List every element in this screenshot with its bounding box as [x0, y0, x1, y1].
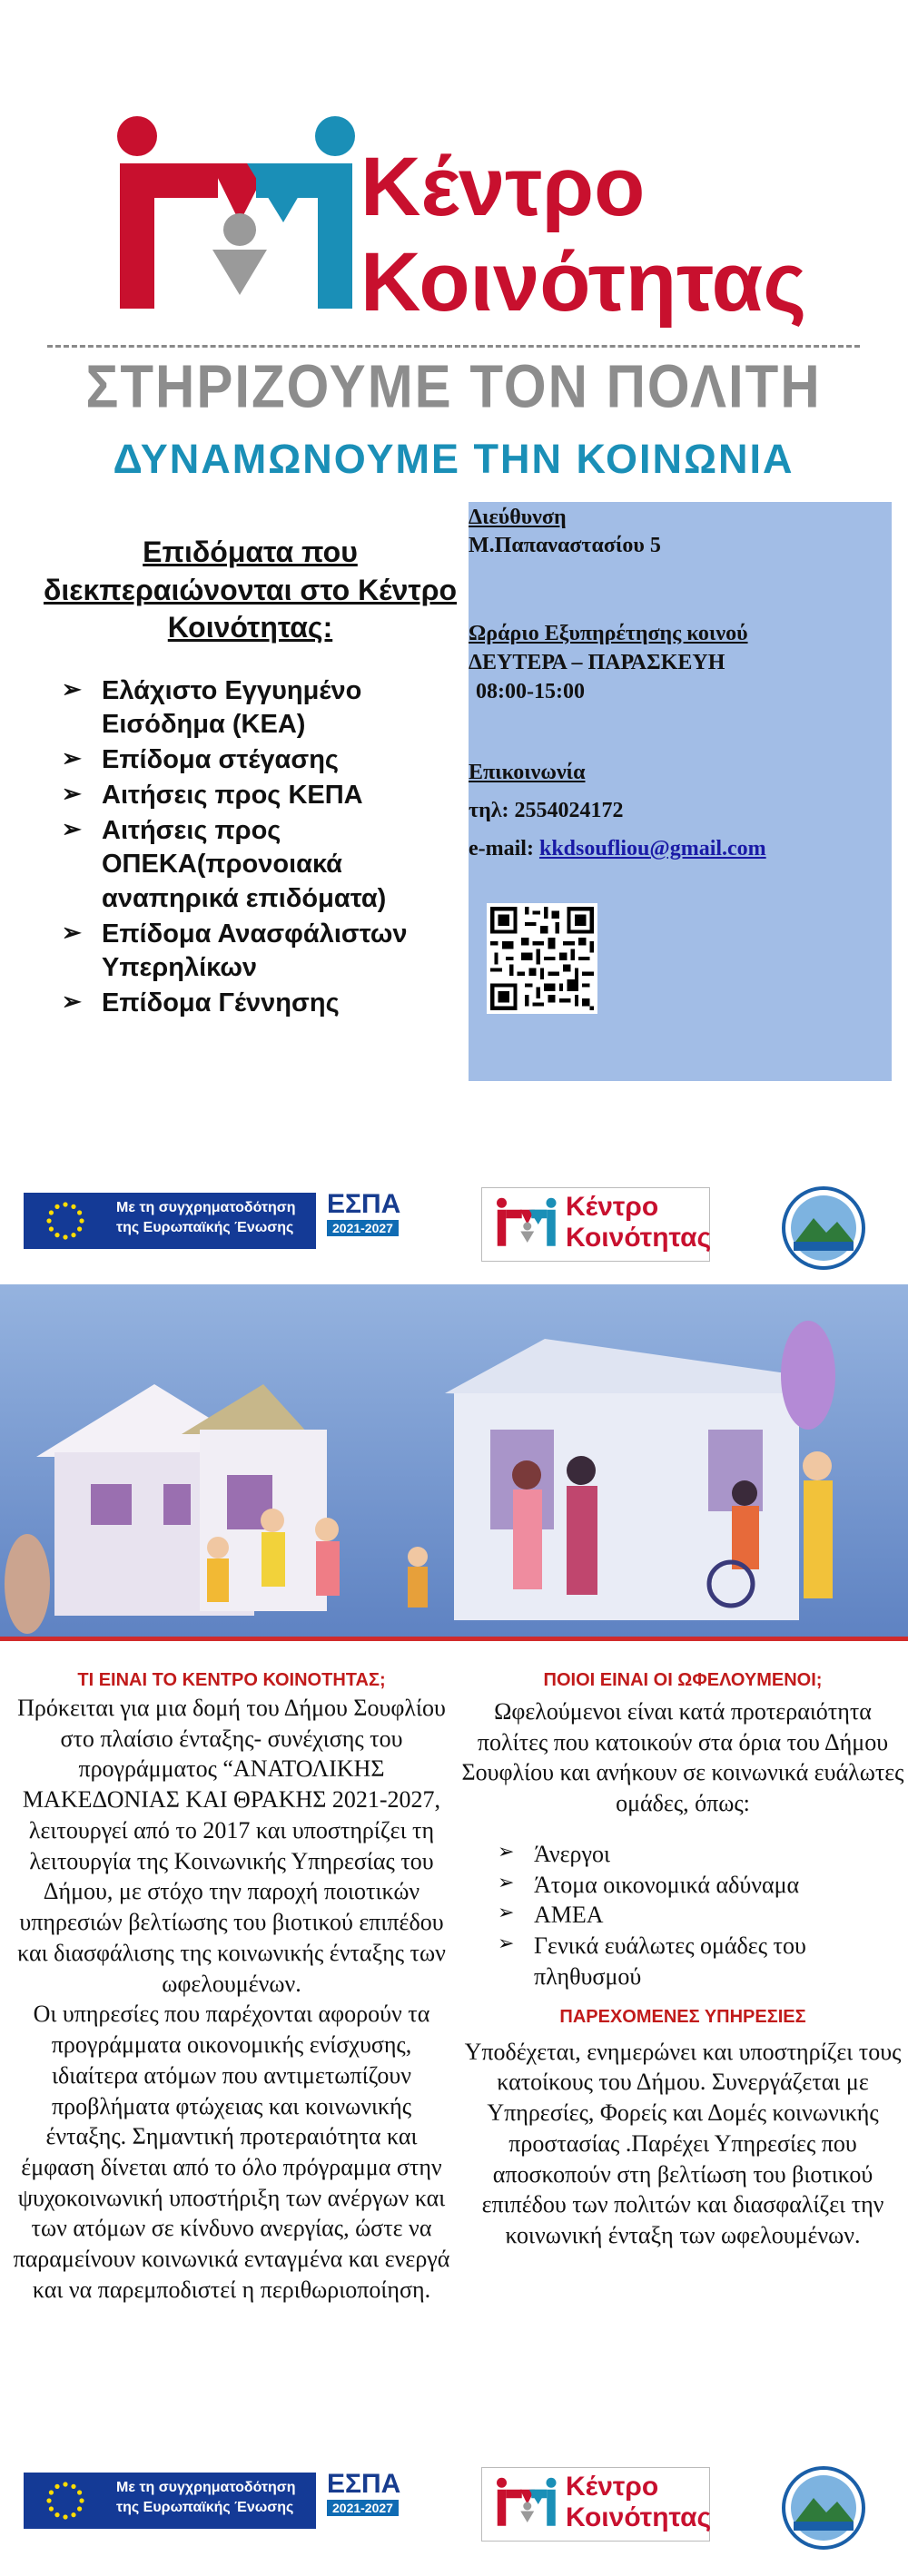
beneficiaries-section	[461, 1670, 904, 2251]
list-item: ➢ Άνεργοι	[498, 1839, 610, 1867]
arrow-bullet-icon: ➢	[62, 744, 82, 772]
hours-label: Ωράριο Εξυπηρέτησης κοινού	[469, 622, 748, 645]
municipality-emblem-icon	[781, 1185, 866, 1271]
list-item: ➢ Γενικά ευάλωτες ομάδες του πληθυσμού	[498, 1932, 806, 1990]
email-link[interactable]: kkdsoufliou@gmail.com	[538, 837, 766, 860]
partners-strip-bottom	[0, 2451, 908, 2560]
list-item: ➢ ΑΜΕΑ	[498, 1901, 604, 1929]
list-item: ➢ Επίδομα Γέννησης	[62, 987, 340, 1018]
municipality-emblem-icon	[781, 2465, 866, 2551]
arrow-bullet-icon: ➢	[62, 918, 82, 946]
hours-days: ΔΕΥΤΕΡΑ – ΠΑΡΑΣΚΕΥΗ	[469, 651, 725, 674]
beneficiaries-intro: Ωφελούμενοι είναι κατά προτεραιότητα πολίτες που κατοικούν στα όρια του Δήμου Σουφλίου και ανήκουν σε κοινωνικά ευάλωτες ομάδες, όπως:	[461, 1698, 904, 1817]
slogan-support-citizen: ΣΤΗΡΙΖΟΥΜΕ ΤΟΝ ΠΟΛΙΤΗ	[85, 351, 822, 420]
email-line	[469, 835, 766, 863]
beneficiaries-list	[498, 1839, 904, 1992]
what-is-paragraph-1: Πρόκειται για μια δομή του Δήμου Σουφλίου στο πλαίσιο ένταξης- συνέχισης του προγράμματος “ΑΝΑΤΟΛΙΚΗΣ ΜΑΚΕΔΟΝΙΑΣ ΚΑΙ ΘΡΑΚΗΣ 2021-2027, λειτουργεί από το 2017 και υποστηρίζει τη λειτουργία της Κοινωνικής Υπηρεσίας του Δήμου, με στόχο την παροχή ποιοτικών υπηρεσιών βελτίωσης του βιοτικού επιπέδου και διασφάλισης της κοινωνικής ένταξης των ωφελουμένων.	[17, 1695, 446, 1997]
arrow-bullet-icon: ➢	[62, 987, 82, 1015]
list-item: ➢ Αιτήσεις προς ΚΕΠΑ	[62, 779, 363, 810]
arrow-bullet-icon: ➢	[498, 1839, 515, 1863]
logo-title-line2: Κοινότητας	[360, 236, 807, 329]
arrow-bullet-icon: ➢	[498, 1870, 515, 1893]
arrow-bullet-icon: ➢	[498, 1932, 515, 1955]
eu-flag-icon	[24, 1193, 107, 1249]
what-is-heading: ΤΙ ΕΙΝΑΙ ΤΟ ΚΕΝΤΡΟ ΚΟΙΝΟΤΗΤΑΣ;	[77, 1670, 386, 1690]
slogan-empower-society: ΔΥΝΑΜΩΝΟΥΜΕ ΤΗΝ ΚΟΙΝΩΝΙΑ	[113, 436, 794, 482]
eu-cofunding-text: Με τη συγχρηματοδότηση της Ευρωπαϊκής Ένωσης	[107, 1193, 316, 1249]
email-label: e-mail:	[469, 837, 534, 860]
what-is-section	[9, 1670, 454, 2306]
partners-strip-top	[0, 1171, 908, 1280]
qr-code-icon[interactable]	[487, 903, 597, 1014]
communication-label: Επικοινωνία	[469, 761, 586, 784]
arrow-bullet-icon: ➢	[62, 779, 82, 807]
eu-flag-icon	[24, 2473, 107, 2529]
logo-title-line1: Κέντρο	[360, 141, 646, 233]
list-item: ➢ Άτομα οικονομικά αδύναμα	[498, 1870, 800, 1898]
kentro-koinotitas-small-logo: Κέντρο Κοινότητας	[481, 2467, 710, 2542]
services-text: Υποδέχεται, ενημερώνει και υποστηρίζει τους κατοίκους του Δήμου. Συνεργάζεται με Υπηρεσίες, Φορείς και Δομές κοινωνικής προστασίας .Παρέχει Υπηρεσίες που αποσκοπούν στη βελτίωση του βιοτικού επιπέδου των πολιτών και διασφαλίζει την κοινωνική ένταξη των ωφελουμένων.	[464, 2038, 902, 2249]
address-value: Μ.Παπαναστασίου 5	[469, 534, 661, 557]
arrow-bullet-icon: ➢	[62, 674, 82, 703]
arrow-bullet-icon: ➢	[498, 1901, 515, 1924]
family-logo-icon	[111, 113, 356, 331]
contact-panel	[469, 502, 892, 1081]
kentro-koinotitas-logo	[20, 59, 887, 502]
services-heading: ΠΑΡΕΧΟΜΕΝΕΣ ΥΠΗΡΕΣΙΕΣ	[559, 2006, 806, 2027]
eu-cofunding-text: Με τη συγχρηματοδότηση της Ευρωπαϊκής Ένωσης	[107, 2473, 316, 2529]
benefits-section	[25, 534, 466, 1022]
benefits-list	[62, 674, 466, 1021]
espa-logo: ΕΣΠΑ 2021-2027	[327, 1189, 401, 1235]
benefits-title: Επιδόματα που διεκπεραιώνονται στο Κέντρο Κοινότητας:	[43, 536, 458, 644]
beneficiaries-heading: ΠΟΙΟΙ ΕΙΝΑΙ ΟΙ ΩΦΕΛΟΥΜΕΝΟΙ;	[543, 1670, 823, 1690]
arrow-bullet-icon: ➢	[62, 814, 82, 842]
list-item: ➢ Αιτήσεις προς ΟΠΕΚΑ(προνοιακά αναπηρικά επιδόματα)	[62, 814, 387, 913]
community-illustration	[0, 1284, 908, 1641]
list-item: ➢ Ελάχιστο Εγγυημένο Εισόδημα (ΚΕΑ)	[62, 674, 362, 740]
phone-number: τηλ: 2554024172	[469, 799, 624, 822]
hero-bottom-rule	[0, 1637, 908, 1641]
family-logo-icon	[489, 1197, 562, 1252]
kentro-koinotitas-small-logo: Κέντρο Κοινότητας	[481, 1187, 710, 1262]
list-item: ➢ Επίδομα Ανασφάλιστων Υπερηλίκων	[62, 918, 408, 983]
espa-logo: ΕΣΠΑ 2021-2027	[327, 2469, 401, 2515]
list-item: ➢ Επίδομα στέγασης	[62, 744, 339, 775]
hours-time: 08:00-15:00	[476, 680, 585, 703]
address-label: Διεύθυνση	[469, 506, 567, 529]
family-logo-icon	[489, 2477, 562, 2532]
what-is-paragraph-2: Οι υπηρεσίες που παρέχονται αφορούν τα προγράμματα οικονομικής ενίσχυσης, ιδιαίτερα ατόμων που αντιμετωπίζουν προβλήματα φτώχειας και κοινωνικής ένταξης. Σημαντική προτεραιότητα και έμφαση δίνεται από το όλο πρόγραμμα στην ψυχοκοινωνική υποστήριξη των ανέργων και των ατόμων σε κίνδυνο ανεργίας, ώστε να παραμείνουν κοινωνικά ενταγμένα και ενεργά και να παρεμποδιστεί η περιθωριοποίηση.	[13, 2001, 450, 2303]
